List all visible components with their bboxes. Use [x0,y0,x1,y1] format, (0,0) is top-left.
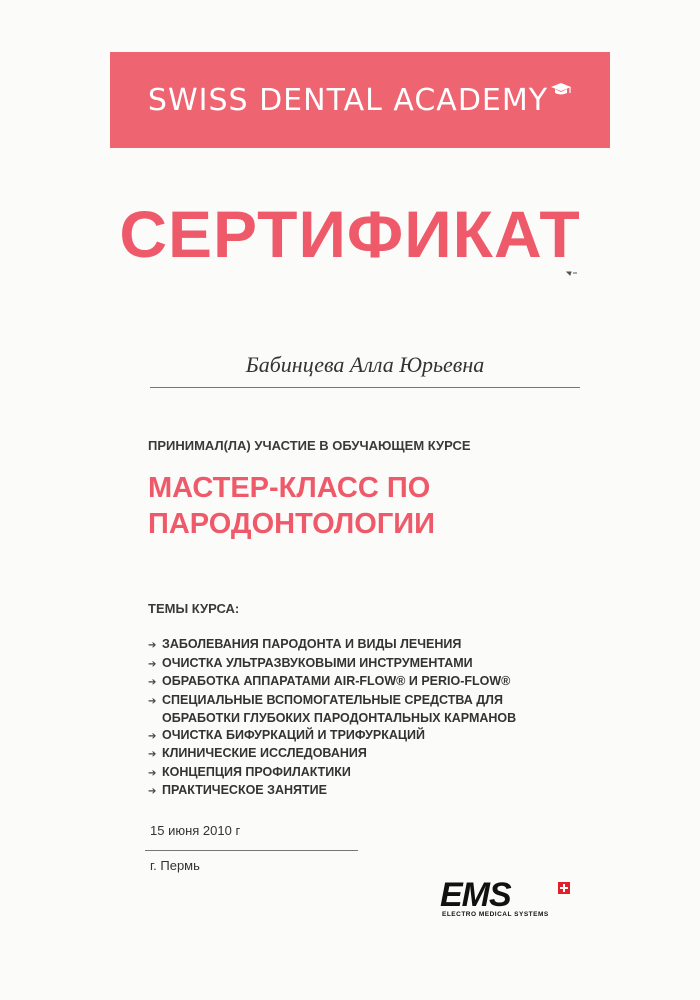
date-underline [145,850,358,851]
graduation-cap-icon [550,81,572,97]
arrow-right-icon: ➔ [148,640,157,651]
swiss-cross-icon [558,882,570,894]
certificate-city: г. Пермь [150,858,200,873]
certificate-title: СЕРТИФИКАТ [119,197,581,271]
topic-item: ➔ ОБРАБОТКА АППАРАТАМИ AIR-FLOW® И PERIO-FLOW® [148,673,516,692]
arrow-right-icon: ➔ [148,677,157,688]
ems-logo [440,878,580,922]
topic-item: ➔ КОНЦЕПЦИЯ ПРОФИЛАКТИКИ [148,764,516,783]
academy-name: SWISS DENTAL ACADEMY [147,82,549,118]
arrow-right-icon: ➔ [148,658,157,670]
name-underline [150,387,580,388]
arrow-right-icon: ➔ [148,749,157,760]
topic-item: ➔ КЛИНИЧЕСКИЕ ИССЛЕДОВАНИЯ [148,745,516,764]
certificate-date: 15 июня 2010 г [150,823,241,838]
topic-item: ➔ СПЕЦИАЛЬНЫЕ ВСПОМОГАТЕЛЬНЫЕ СРЕДСТВА ДЛЯ [148,692,516,711]
topic-item: ➔ ОЧИСТКА БИФУРКАЦИЙ И ТРИФУРКАЦИЙ [148,727,516,746]
arrow-right-icon: ➔ [148,730,157,742]
course-title-line-2: ПАРОДОНТОЛОГИИ [148,508,435,540]
small-mark [566,270,578,276]
arrow-right-icon: ➔ [148,695,157,707]
course-title [148,470,435,542]
course-title-line-1: МАСТЕР-КЛАСС ПО [148,472,431,504]
participation-text: ПРИНИМАЛ(ЛА) УЧАСТИЕ В ОБУЧАЮЩЕМ КУРСЕ [148,438,471,453]
topics-list [148,636,516,801]
recipient-name: Бабинцева Алла Юрьевна [245,352,485,377]
topic-item: ➔ ЗАБОЛЕВАНИЯ ПАРОДОНТА И ВИДЫ ЛЕЧЕНИЯ [148,636,516,655]
ems-logo-subtitle: ELECTRO MEDICAL SYSTEMS [442,911,549,918]
academy-name-wrap [148,83,572,118]
arrow-right-icon: ➔ [148,767,157,779]
topic-item: ➔ ОЧИСТКА УЛЬТРАЗВУКОВЫМИ ИНСТРУМЕНТАМИ [148,655,516,674]
academy-banner [110,52,610,148]
topic-item-continued: ОБРАБОТКИ ГЛУБОКИХ ПАРОДОНТАЛЬНЫХ КАРМАНОВ [162,711,517,725]
arrow-right-icon: ➔ [148,786,157,797]
ems-logo-word: EMS [440,876,511,914]
topics-heading: ТЕМЫ КУРСА: [148,601,240,616]
topic-item: ➔ ПРАКТИЧЕСКОЕ ЗАНЯТИЕ [148,782,516,801]
